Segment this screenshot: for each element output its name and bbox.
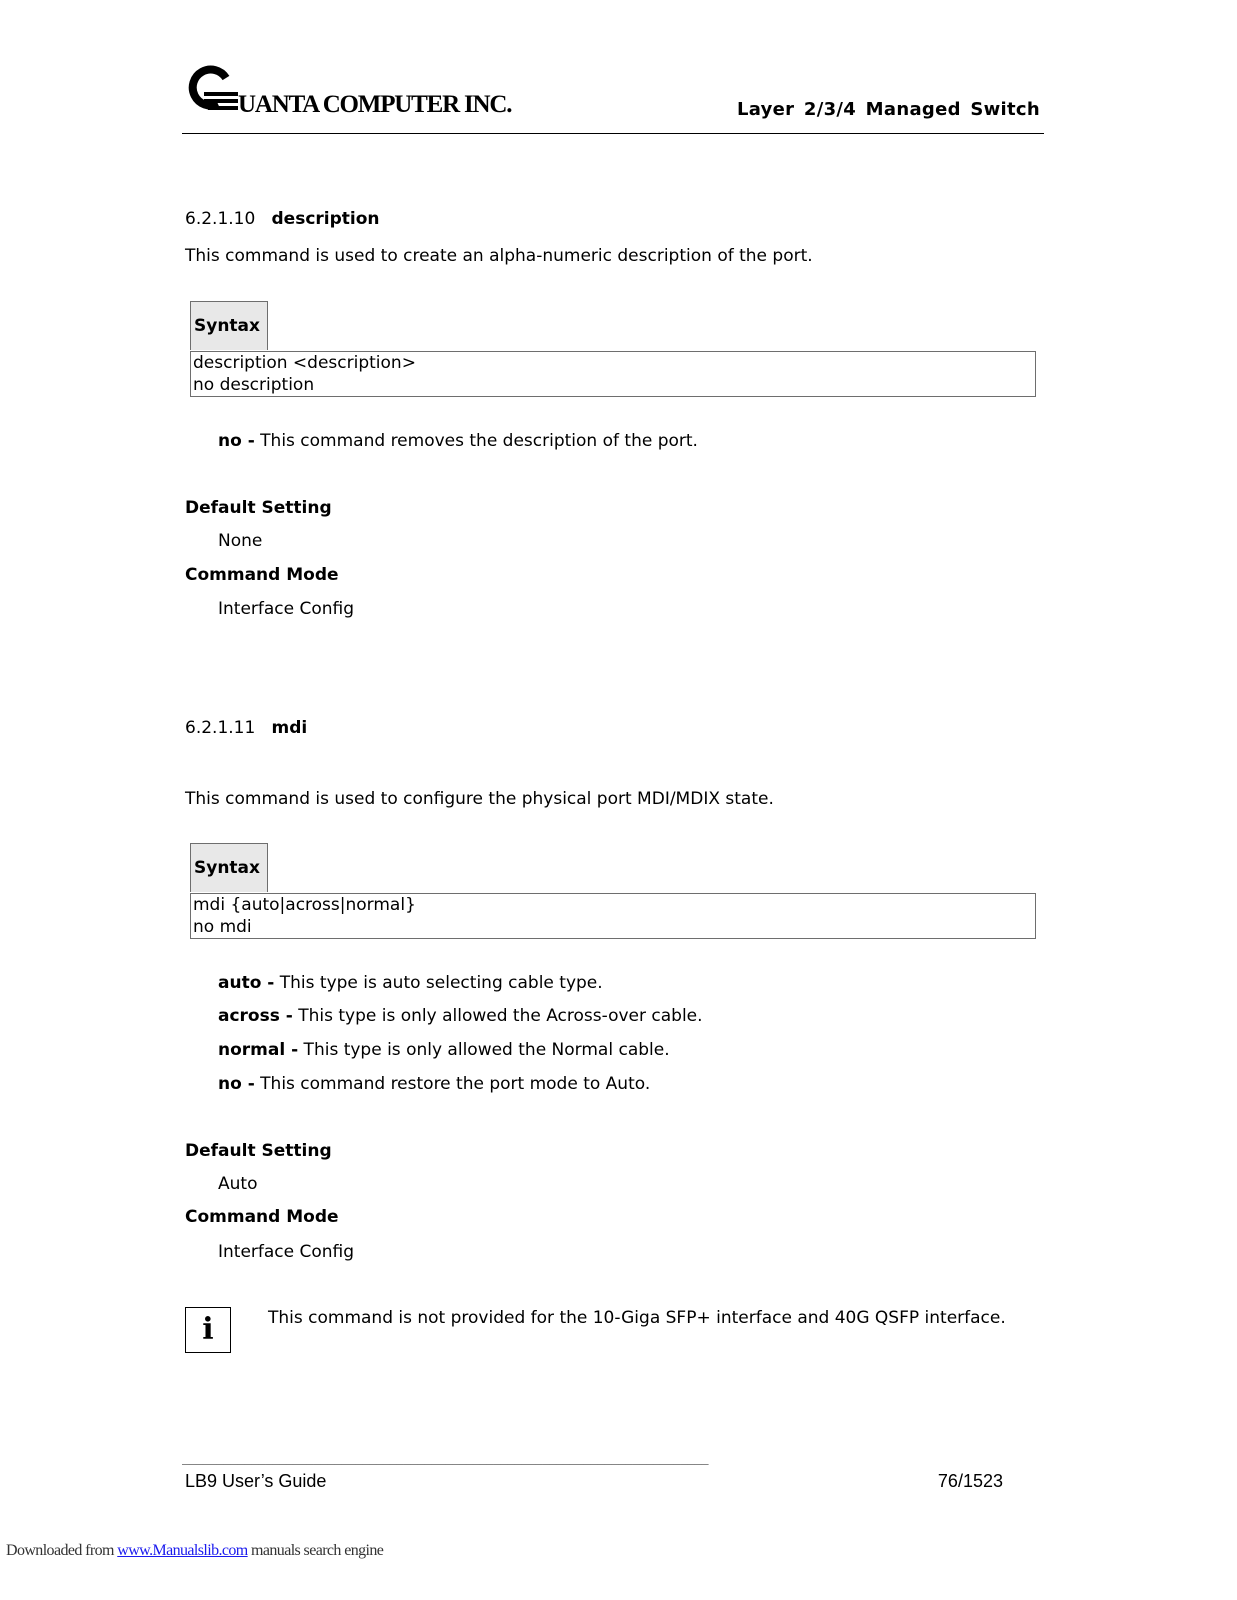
note-text: This command is not provided for the 10-Giga SFP+ interface and 40G QSFP interface.: [268, 1308, 1006, 1328]
command-mode-label: Command Mode: [185, 565, 339, 585]
document-header-title: Layer 2/3/4 Managed Switch: [736, 99, 1040, 120]
param-key: auto -: [218, 973, 275, 993]
page-number: 76/1523: [937, 1471, 1003, 1491]
param-key: across -: [218, 1006, 293, 1026]
param-text: This type is only allowed the Normal cable.: [298, 1040, 670, 1060]
param-item: [218, 1005, 703, 1027]
syntax-line: no description: [193, 375, 315, 395]
footer-guide-title: LB9 User’s Guide: [185, 1471, 327, 1491]
footer-divider: ____________________________________________________________________________: [182, 1451, 709, 1465]
default-setting-label: Default Setting: [185, 498, 332, 518]
section-heading: [185, 717, 307, 739]
command-name: mdi: [271, 718, 308, 738]
info-icon: i: [185, 1307, 231, 1353]
command-mode-value: Interface Config: [218, 599, 355, 619]
param-item: [218, 972, 603, 994]
manualslib-link[interactable]: www.Manualslib.com: [117, 1542, 248, 1559]
syntax-box: [190, 351, 1036, 397]
company-logo: [188, 64, 568, 124]
company-name: UANTA COMPUTER INC.: [238, 91, 512, 118]
default-setting-value: Auto: [218, 1174, 258, 1194]
section-number: 6.2.1.10: [185, 209, 256, 229]
command-mode-label: Command Mode: [185, 1207, 339, 1227]
section-heading: [185, 208, 380, 230]
syntax-line: mdi {auto|across|normal}: [193, 895, 416, 915]
header-divider: [182, 133, 1044, 134]
download-banner: [6, 1542, 383, 1560]
syntax-line: no mdi: [193, 917, 252, 937]
param-item: [218, 1073, 650, 1095]
syntax-label: Syntax: [190, 301, 268, 350]
param-key: normal -: [218, 1040, 299, 1060]
command-mode-value: Interface Config: [218, 1242, 355, 1262]
param-item: [218, 430, 698, 452]
default-setting-value: None: [218, 531, 263, 551]
syntax-label: Syntax: [190, 843, 268, 892]
default-setting-label: Default Setting: [185, 1141, 332, 1161]
download-prefix: Downloaded from: [6, 1542, 118, 1559]
section-intro: This command is used to create an alpha-numeric description of the port.: [185, 246, 813, 266]
quanta-logo-icon: [188, 64, 238, 116]
syntax-line: description <description>: [193, 353, 416, 373]
download-suffix: manuals search engine: [247, 1542, 384, 1559]
param-text: This type is only allowed the Across-over cable.: [292, 1006, 703, 1026]
param-item: [218, 1039, 670, 1061]
syntax-box: [190, 893, 1036, 939]
section-intro: This command is used to configure the physical port MDI/MDIX state.: [185, 789, 774, 809]
param-text: This command removes the description of the port.: [254, 431, 698, 451]
section-number: 6.2.1.11: [185, 718, 256, 738]
param-key: no -: [218, 431, 255, 451]
param-key: no -: [218, 1074, 255, 1094]
param-text: This type is auto selecting cable type.: [274, 973, 603, 993]
param-text: This command restore the port mode to Auto.: [254, 1074, 651, 1094]
command-name: description: [271, 209, 380, 229]
